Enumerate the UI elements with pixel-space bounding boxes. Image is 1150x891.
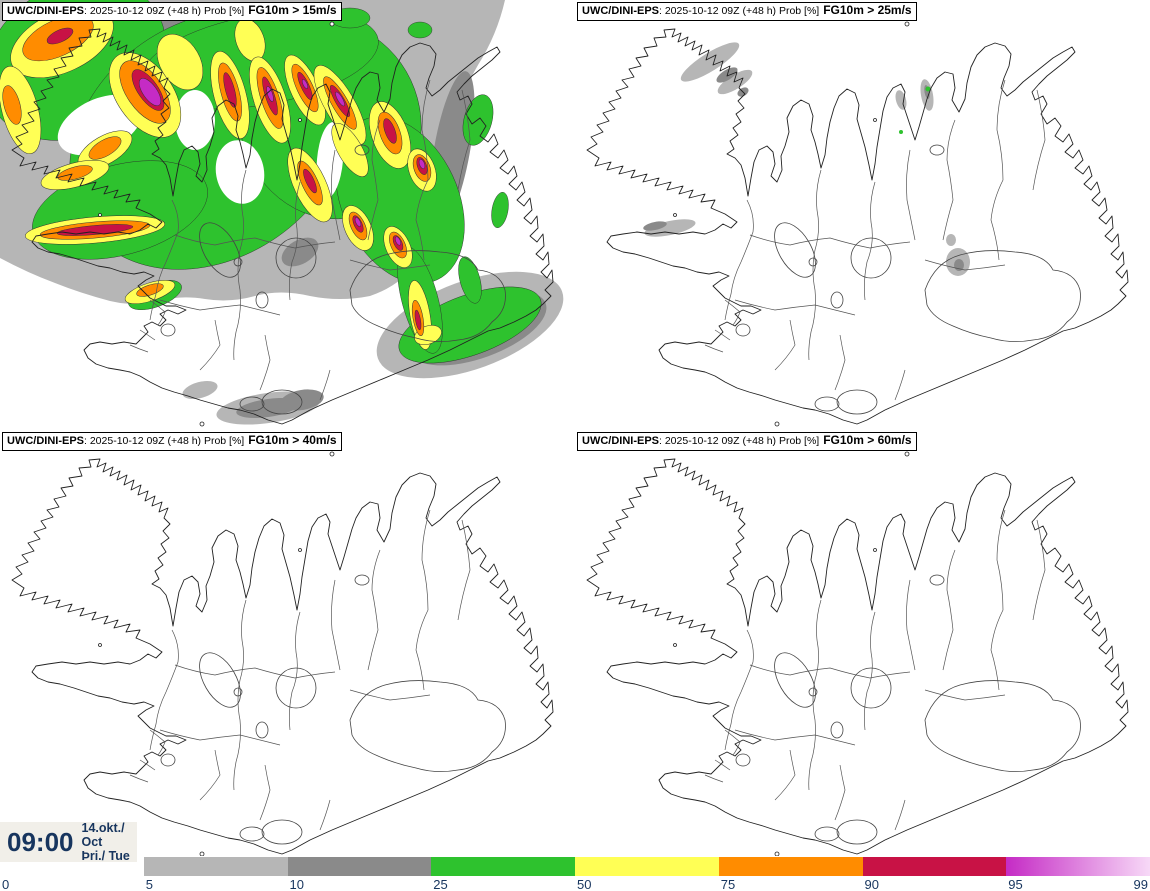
iceland-map-fg25 bbox=[575, 0, 1150, 430]
colorbar-tick-99: 99 bbox=[1133, 877, 1148, 891]
panel-title bbox=[2, 432, 342, 451]
run-info: : 2025-10-12 09Z (+48 h) Prob [%] bbox=[659, 435, 820, 447]
colorbar-segment-10-25 bbox=[288, 857, 432, 876]
colorbar-segment-95-99 bbox=[1006, 857, 1150, 876]
panel-title bbox=[577, 432, 917, 451]
valid-date-line2: Þri./ Tue bbox=[81, 849, 130, 863]
threshold-label: FG10m > 15m/s bbox=[248, 3, 337, 17]
colorbar-segment-50-75 bbox=[575, 857, 719, 876]
colorbar-tick-5: 5 bbox=[145, 877, 153, 891]
model-name: UWC/DINI-EPS bbox=[7, 5, 84, 17]
colorbar-tick-10: 10 bbox=[289, 877, 304, 891]
panel-title bbox=[577, 2, 917, 21]
panel-title bbox=[2, 2, 342, 21]
run-info: : 2025-10-12 09Z (+48 h) Prob [%] bbox=[659, 5, 820, 17]
iceland-map-fg15 bbox=[0, 0, 575, 430]
valid-date-line1: 14.okt./ Oct bbox=[81, 821, 125, 849]
probability-shading-fg15 bbox=[0, 0, 575, 430]
map-panel-fg25 bbox=[575, 0, 1150, 430]
map-panel-fg15 bbox=[0, 0, 575, 430]
model-name: UWC/DINI-EPS bbox=[582, 5, 659, 17]
colorbar-tick-25: 25 bbox=[433, 877, 448, 891]
colorbar-tick-75: 75 bbox=[720, 877, 736, 891]
threshold-label: FG10m > 60m/s bbox=[823, 433, 912, 447]
probability-shading-fg25 bbox=[642, 36, 970, 276]
colorbar-segment-75-90 bbox=[719, 857, 863, 876]
valid-time-box bbox=[0, 822, 137, 862]
threshold-label: FG10m > 40m/s bbox=[248, 433, 337, 447]
colorbar-tick-0: 0 bbox=[2, 877, 10, 891]
map-panel-fg40 bbox=[0, 430, 575, 860]
model-name: UWC/DINI-EPS bbox=[582, 435, 659, 447]
colorbar-segment-90-95 bbox=[863, 857, 1007, 876]
run-info: : 2025-10-12 09Z (+48 h) Prob [%] bbox=[84, 435, 245, 447]
probability-colorbar bbox=[0, 857, 1150, 891]
colorbar-segment-25-50 bbox=[431, 857, 575, 876]
colorbar-tick-90: 90 bbox=[864, 877, 879, 891]
iceland-map-fg60 bbox=[575, 430, 1150, 860]
model-name: UWC/DINI-EPS bbox=[7, 435, 84, 447]
map-panel-fg60 bbox=[575, 430, 1150, 860]
threshold-label: FG10m > 25m/s bbox=[823, 3, 912, 17]
colorbar-tick-50: 50 bbox=[577, 877, 592, 891]
iceland-map-fg40 bbox=[0, 430, 575, 860]
run-info: : 2025-10-12 09Z (+48 h) Prob [%] bbox=[84, 5, 245, 17]
valid-time: 09:00 bbox=[7, 826, 74, 857]
colorbar-tick-95: 95 bbox=[1008, 877, 1023, 891]
colorbar-segment-5-10 bbox=[144, 857, 288, 876]
